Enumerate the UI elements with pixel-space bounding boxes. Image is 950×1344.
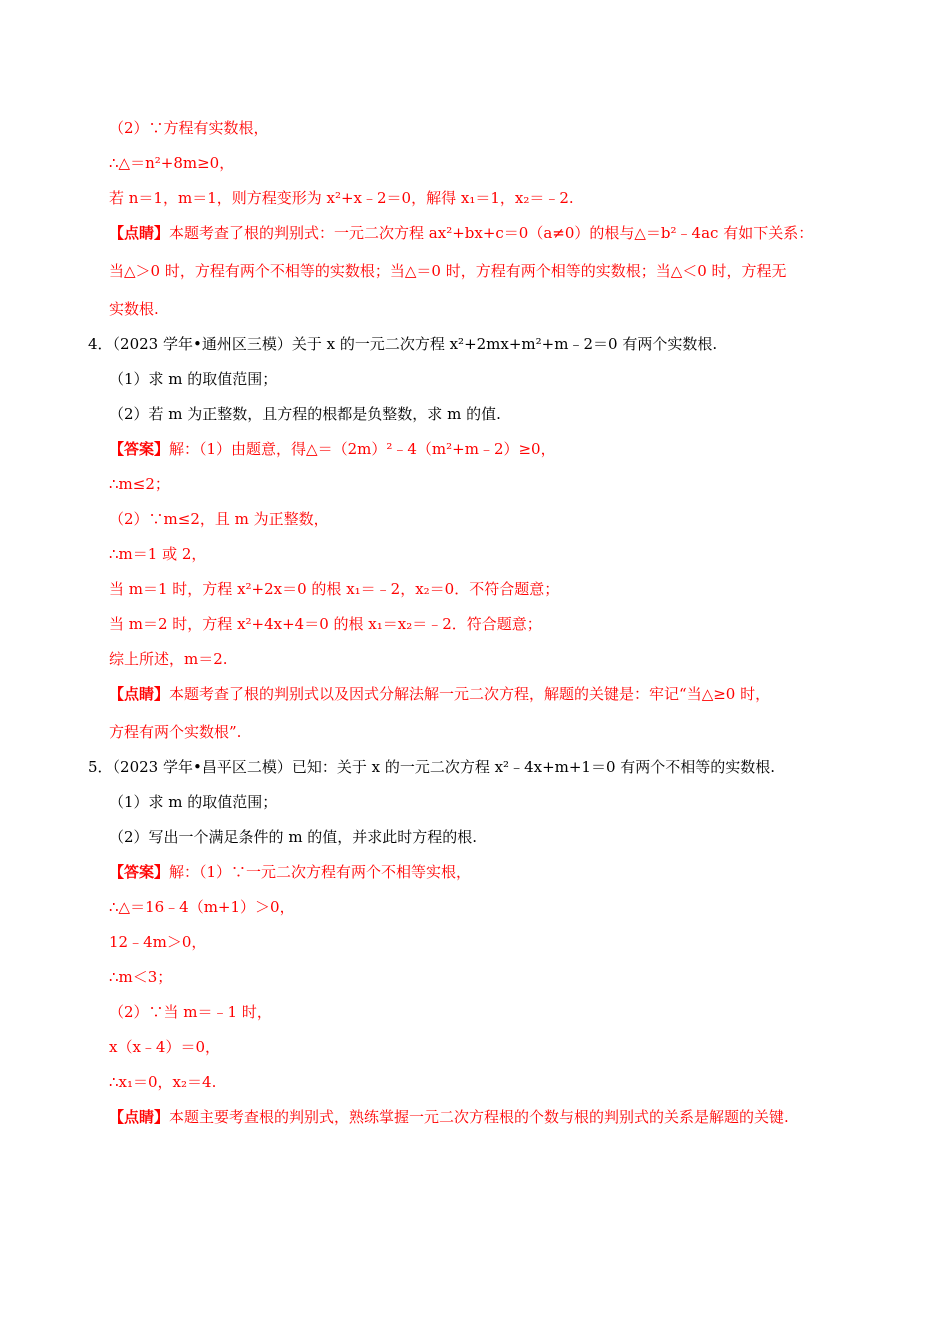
answer-tag: 【答案】 — [109, 863, 170, 881]
problem-5-answer-line: ∴△＝16﹣4（m+1）＞0， — [109, 898, 295, 916]
problem-4-comment-line — [109, 684, 770, 704]
problem-4-answer-line: 当 m＝1 时，方程 x²+2x＝0 的根 x₁＝﹣2，x₂＝0．不符合题意； — [109, 580, 560, 598]
problem-5-part: （1）求 m 的取值范围； — [109, 793, 278, 811]
comment-text: 本题考查了根的判别式：一元二次方程 ax²+bx+c＝0（a≠0）的根与△＝b²﹣4ac 有如下关系： — [169, 224, 814, 242]
comment-tag: 【点睛】 — [109, 1108, 170, 1126]
comment-tag: 【点睛】 — [109, 224, 170, 242]
problem-5-answer-line: 12﹣4m＞0， — [109, 933, 207, 951]
problem-4-comment-line: 方程有两个实数根”. — [109, 723, 242, 741]
prev-comment-line: 实数根. — [109, 300, 159, 318]
comment-tag: 【点睛】 — [109, 685, 170, 703]
problem-5-stem: 5．（2023 学年•昌平区二模）已知：关于 x 的一元二次方程 x²﹣4x+m+1＝0 有两个不相等的实数根. — [88, 758, 776, 776]
answer-text: 解：（1）由题意，得△＝（2m）²﹣4（m²+m﹣2）≥0， — [169, 440, 556, 458]
comment-text: 本题考查了根的判别式以及因式分解法解一元二次方程，解题的关键是：牢记“当△≥0 时， — [169, 685, 771, 703]
problem-4-answer-line — [109, 439, 556, 459]
problem-4-part: （2）若 m 为正整数，且方程的根都是负整数，求 m 的值. — [109, 405, 501, 423]
problem-4-answer-line: （2）∵m≤2，且 m 为正整数， — [109, 510, 329, 528]
problem-5-answer-line: （2）∵当 m＝﹣1 时， — [109, 1003, 272, 1021]
prev-comment-line: 当△＞0 时，方程有两个不相等的实数根；当△＝0 时，方程有两个相等的实数根；当△＜0 时，方程无 — [109, 262, 787, 280]
problem-4-part: （1）求 m 的取值范围； — [109, 370, 278, 388]
prev-solution-line: 若 n＝1，m＝1，则方程变形为 x²+x﹣2＝0，解得 x₁＝1，x₂＝﹣2. — [109, 189, 574, 207]
prev-solution-line: ∴△＝n²+8m≥0， — [109, 154, 235, 172]
problem-5-part: （2）写出一个满足条件的 m 的值，并求此时方程的根. — [109, 828, 478, 846]
problem-4-answer-line: ∴m≤2； — [109, 475, 170, 493]
problem-5-answer-line: ∴m＜3； — [109, 968, 173, 986]
prev-comment-line — [109, 223, 813, 243]
answer-text: 解：（1）∵一元二次方程有两个不相等实根， — [169, 863, 472, 881]
problem-5-answer-line: ∴x₁＝0，x₂＝4. — [109, 1073, 217, 1091]
problem-5-answer-line: x（x﹣4）＝0， — [109, 1038, 221, 1056]
comment-text: 本题主要考查根的判别式，熟练掌握一元二次方程根的个数与根的判别式的关系是解题的关键. — [169, 1108, 789, 1126]
problem-4-answer-line: ∴m＝1 或 2， — [109, 545, 207, 563]
problem-4-answer-line: 综上所述，m＝2. — [109, 650, 228, 668]
answer-tag: 【答案】 — [109, 440, 170, 458]
problem-4-answer-line: 当 m＝2 时，方程 x²+4x+4＝0 的根 x₁＝x₂＝﹣2．符合题意； — [109, 615, 542, 633]
problem-5-comment-line — [109, 1107, 789, 1127]
prev-solution-line: （2）∵方程有实数根， — [109, 119, 269, 137]
problem-4-stem: 4．（2023 学年•通州区三模）关于 x 的一元二次方程 x²+2mx+m²+m﹣2＝0 有两个实数根. — [88, 335, 718, 353]
problem-5-answer-line — [109, 862, 471, 882]
